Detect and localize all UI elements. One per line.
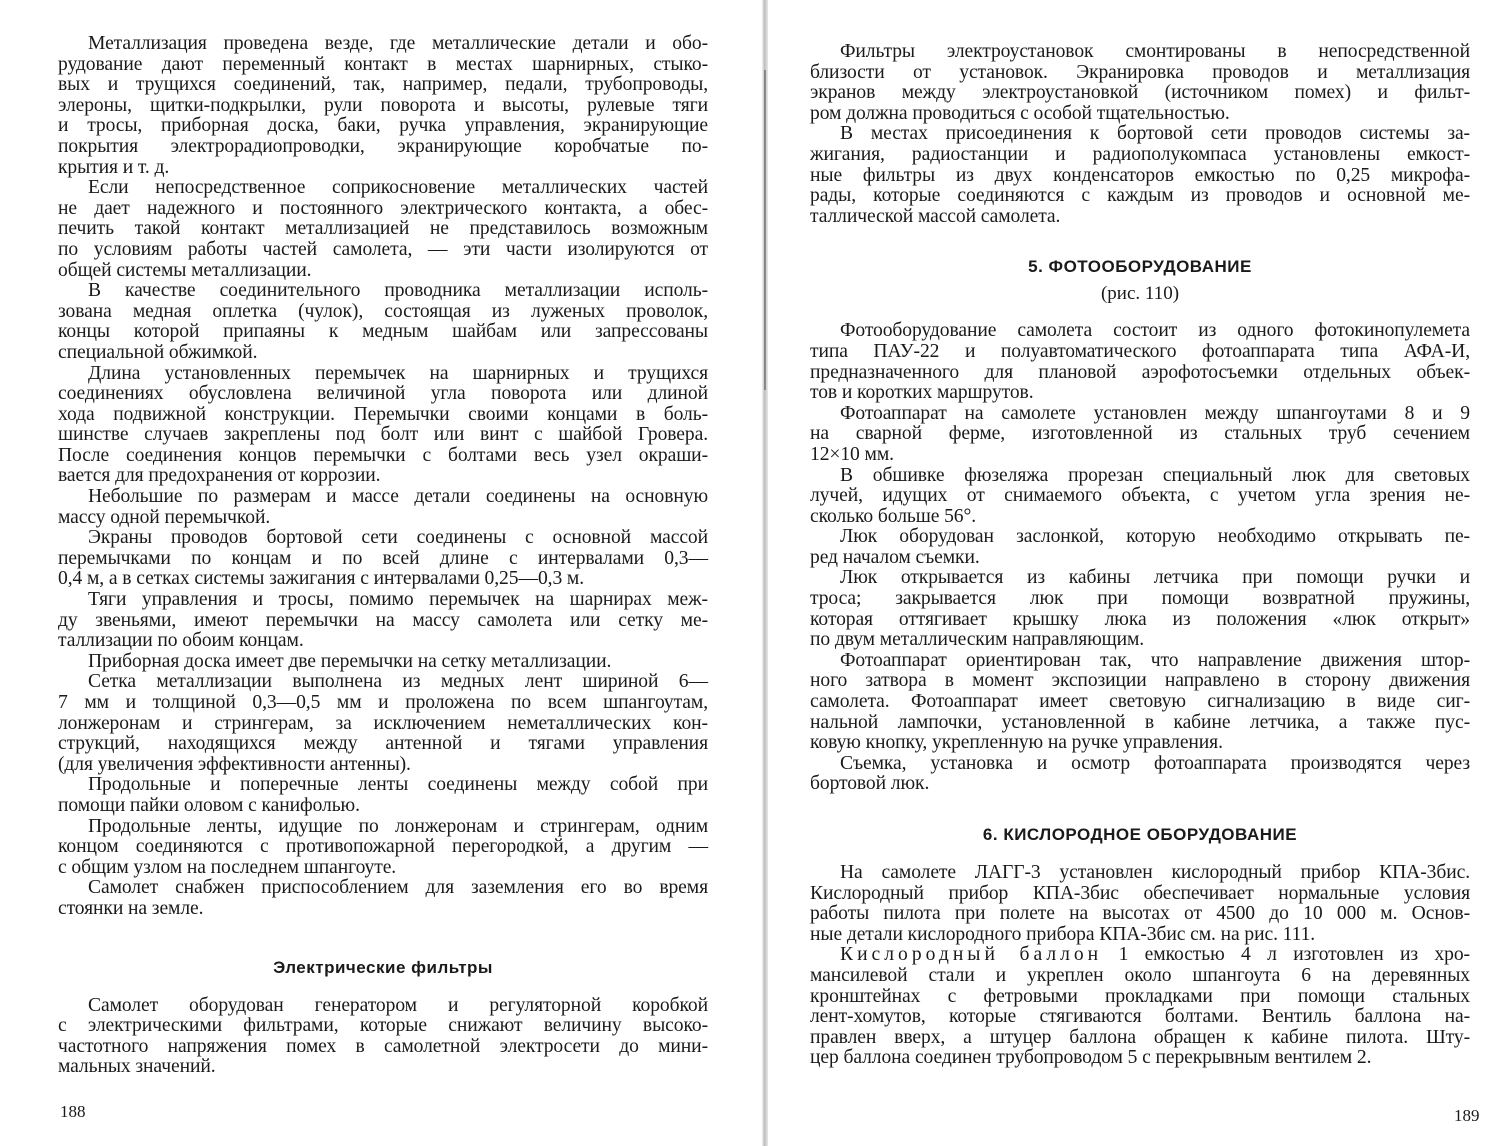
text-run: 1 емкостью 4 л изготовлен из хро-: [1102, 944, 1470, 966]
text-line: концы которой припаяны к медным шайбам или запрессованы: [58, 321, 708, 343]
text-line: Металлизация проведена везде, где металлические детали и обо-: [88, 33, 708, 54]
text-line: Продольные и поперечные ленты соединены между собой при: [88, 774, 708, 796]
section-heading-electric-filters: Электрические фильтры: [273, 957, 493, 977]
text-line: Экраны проводов бортовой сети соединены с основной массой: [88, 527, 708, 549]
section-heading-oxygen-equipment: 6. КИСЛОРОДНОЕ ОБОРУДОВАНИЕ: [982, 825, 1298, 844]
text-line: ные детали кислородного прибора КПА-3бис см. на рис. 111.: [810, 923, 1316, 945]
text-line: рады, которые соединяются с каждым из проводов и основной ме-: [810, 185, 1470, 207]
text-line: помощи пайки оловом с канифолью.: [58, 794, 360, 816]
text-line: соединениях обусловлена величиной угла поворота или длиной: [58, 383, 708, 405]
text-line: нальной лампочки, установленной в кабине летчика, а также пус-: [810, 711, 1470, 733]
text-line: ред началом съемки.: [810, 546, 980, 568]
text-line: бортовой люк.: [810, 773, 930, 795]
text-line: экранов между электроустановкой (источником помех) и фильт-: [810, 82, 1470, 104]
text-line: крытия и т. д.: [58, 156, 170, 178]
page-number-right: 189: [1454, 1106, 1480, 1125]
text-line: общей системы металлизации.: [58, 259, 312, 281]
text-line: Люк оборудован заслонкой, которую необходимо открывать пе-: [840, 526, 1470, 548]
text-line: Длина установленных перемычек на шарнирных и трущихся: [88, 362, 708, 384]
text-line: Люк открывается из кабины летчика при помощи ручки и: [840, 567, 1470, 589]
paragraph: [58, 996, 708, 1078]
left-page-text: [58, 34, 708, 1078]
text-line: Небольшие по размерам и массе детали соединены на основную: [88, 486, 708, 508]
spaced-term: Кислородный баллон: [840, 944, 1103, 966]
text-line: жигания, радиостанции и радиополукомпаса установлены емкост-: [810, 143, 1470, 165]
text-line: которая оттягивает крышку люка из положения «люк открыт»: [810, 608, 1470, 630]
text-line: Фотоаппарат на самолете установлен между шпангоутами 8 и 9: [840, 402, 1470, 424]
text-line: покрытия электрорадиопроводки, экранирующие коробчатые по-: [58, 135, 708, 157]
text-line: На самолете ЛАГГ-3 установлен кислородный прибор КПА-3бис.: [840, 862, 1470, 883]
text-line: лучей, идущих от снимаемого объекта, с учетом угла зрения не-: [810, 485, 1470, 507]
text-line: лент-хомутов, которые стягиваются болтами. Вентиль баллона на-: [810, 1006, 1470, 1028]
paragraph: [810, 321, 1470, 403]
text-line: Тяги управления и тросы, помимо перемычек на шарнирах меж-: [88, 589, 708, 611]
text-line: Фотооборудование самолета состоит из одного фотокинопулемета: [840, 320, 1470, 342]
text-line: стоянки на земле.: [58, 897, 204, 919]
text-line: кронштейнах с фетровыми прокладками при помощи стальных: [810, 985, 1470, 1007]
paragraph: [810, 124, 1470, 227]
text-line: шинстве случаев закреплены под болт или винт с шайбой Гровера.: [58, 424, 708, 446]
text-line: мальных значений.: [58, 1056, 216, 1078]
text-line: самолета. Фотоаппарат имеет световую сигнализацию в виде сиг-: [810, 691, 1470, 713]
text-line: и тросы, приборная доска, баки, ручка управления, экранирующие: [58, 115, 708, 137]
paragraph: [58, 775, 708, 816]
text-line: вается для предохранения от коррозии.: [58, 465, 381, 487]
paragraph: [810, 527, 1470, 568]
paragraph: [58, 590, 708, 652]
paragraph: [58, 528, 708, 590]
text-line: Самолет снабжен приспособлением для заземления его во время: [88, 877, 708, 899]
text-line: троса; закрывается люк при помощи возвратной пружины,: [810, 588, 1470, 610]
text-line: перемычками по концам и по всей длине с интервалами 0,3—: [58, 547, 708, 569]
text-line: струкций, находящихся между антенной и тягами управления: [58, 733, 708, 755]
paragraph: [58, 652, 708, 673]
text-line: таллизации по обоим концам.: [58, 630, 304, 652]
text-line: массу одной перемычкой.: [58, 506, 271, 528]
text-line: рудование дают переменный контакт в местах шарнирных, стыко-: [58, 53, 708, 75]
figure-reference: (рис. 110): [1100, 283, 1180, 305]
text-line: 0,4 м, а в сетках системы зажигания с интервалами 0,25—0,3 м.: [58, 568, 585, 590]
paragraph: [810, 466, 1470, 528]
text-line: (для увеличения эффективности антенны).: [58, 753, 411, 775]
paragraph: [58, 364, 708, 488]
text-line: 12×10 мм.: [810, 443, 894, 465]
text-line: Фотоаппарат ориентирован так, что направление движения штор-: [840, 649, 1470, 671]
text-line: В качестве соединительного проводника металлизации исполь-: [88, 280, 708, 302]
text-line: Фильтры электроустановок смонтированы в непосредственной: [840, 41, 1470, 62]
text-line: После соединения концов перемычки с болтами весь узел окраши-: [58, 444, 708, 466]
text-line: с электрическими фильтрами, которые снижают величину высоко-: [58, 1015, 708, 1037]
text-line: ковую кнопку, укрепленную на ручке управления.: [810, 732, 1223, 754]
paragraph: [810, 651, 1470, 754]
paragraph: [58, 487, 708, 528]
text-line: по условиям работы частей самолета, — эти части изолируются от: [58, 238, 708, 260]
text-line: на сварной ферме, изготовленной из стальных труб сечением: [810, 423, 1470, 445]
text-line: печить такой контакт металлизацией не представилось возможным: [58, 218, 708, 240]
text-line: не дает надежного и постоянного электрического контакта, а обес-: [58, 197, 708, 219]
text-line: типа ПАУ-22 и полуавтоматического фотоаппарата типа АФА-И,: [810, 340, 1470, 362]
paragraph: [810, 863, 1470, 945]
paragraph: [58, 281, 708, 363]
paragraph: [810, 404, 1470, 466]
text-line: хода подвижной конструкции. Перемычки своими концами в боль-: [58, 403, 708, 425]
text-line: ные фильтры из двух конденсаторов емкостью по 0,25 микрофа-: [810, 164, 1470, 186]
text-line: элероны, щитки-подкрылки, рули поворота и высоты, рулевые тяги: [58, 94, 708, 116]
text-line: Если непосредственное соприкосновение металлических частей: [88, 177, 708, 199]
text-line: 7 мм и толщиной 0,3—0,5 мм и проложена по всем шпангоутам,: [58, 692, 708, 713]
text-line: работы пилота при полете на высотах от 4500 до 10 000 м. Основ-: [810, 903, 1470, 925]
text-line: концом соединяются с противопожарной перегородкой, а другим —: [58, 836, 708, 858]
text-line: Кислородный прибор КПА-3бис обеспечивает нормальные условия: [810, 882, 1470, 904]
text-line: Продольные ленты, идущие по лонжеронам и стрингерам, одним: [88, 815, 708, 837]
paragraph: [810, 754, 1470, 795]
text-line: тов и коротких маршрутов.: [810, 382, 1034, 404]
paragraph: [58, 34, 708, 178]
text-line: с общим узлом на последнем шпангоуте.: [58, 856, 397, 878]
paragraph: [810, 945, 1470, 1069]
text-line: цер баллона соединен трубопроводом 5 с перекрывным вентилем 2.: [810, 1047, 1372, 1069]
text-line: предназначенного для плановой аэрофотосъемки отдельных объек-: [810, 361, 1470, 383]
text-line: ду звеньями, имеют перемычки на массу самолета или сетку ме-: [58, 609, 708, 631]
text-line: В местах присоединения к бортовой сети проводов системы за-: [840, 123, 1470, 145]
right-page-text: [810, 42, 1470, 1069]
text-line: специальной обжимкой.: [58, 341, 258, 363]
text-line: В обшивке фюзеляжа прорезан специальный люк для световых: [840, 464, 1470, 486]
text-line: мансилевой стали и укреплен около шпангоута 6 на деревянных: [810, 964, 1470, 986]
page-number-left: 188: [60, 1102, 86, 1121]
text-line: лонжеронам и стрингерам, за исключением неметаллических кон-: [58, 712, 708, 734]
text-line: сколько больше 56°.: [810, 505, 977, 527]
text-line: Съемка, установка и осмотр фотоаппарата производятся через: [840, 752, 1470, 774]
text-line: таллической массой самолета.: [810, 205, 1061, 227]
paragraph: [58, 672, 708, 775]
paragraph: [58, 878, 708, 919]
text-line: зована медная оплетка (чулок), состоящая из луженых проволок,: [58, 300, 708, 322]
text-line: ром должна проводиться с особой тщательностью.: [810, 102, 1230, 124]
text-line: по двум металлическим направляющим.: [810, 629, 1145, 651]
section-heading-photo-equipment: 5. ФОТООБОРУДОВАНИЕ: [1028, 257, 1252, 277]
paragraph: [58, 817, 708, 879]
text-line: близости от установок. Экранировка проводов и металлизация: [810, 61, 1470, 83]
paragraph: [58, 178, 708, 281]
text-line: [810, 945, 1470, 966]
text-line: правлен вверх, а штуцер баллона обращен к кабине пилота. Шту-: [810, 1026, 1470, 1048]
text-line: Сетка металлизации выполнена из медных лент шириной 6—: [88, 671, 708, 693]
text-line: Приборная доска имеет две перемычки на сетку металлизации.: [88, 650, 612, 672]
text-line: Самолет оборудован генератором и регуляторной коробкой: [88, 994, 708, 1016]
text-line: вых и трущихся соединений, так, например, педали, трубопроводы,: [58, 74, 708, 96]
text-line: частотного напряжения помех в самолетной электросети до мини-: [58, 1035, 708, 1057]
paragraph: [810, 42, 1470, 124]
right-page: [760, 0, 1500, 1146]
paragraph: [810, 568, 1470, 650]
text-line: ного затвора в момент экспозиции направлено в сторону движения: [810, 670, 1470, 692]
